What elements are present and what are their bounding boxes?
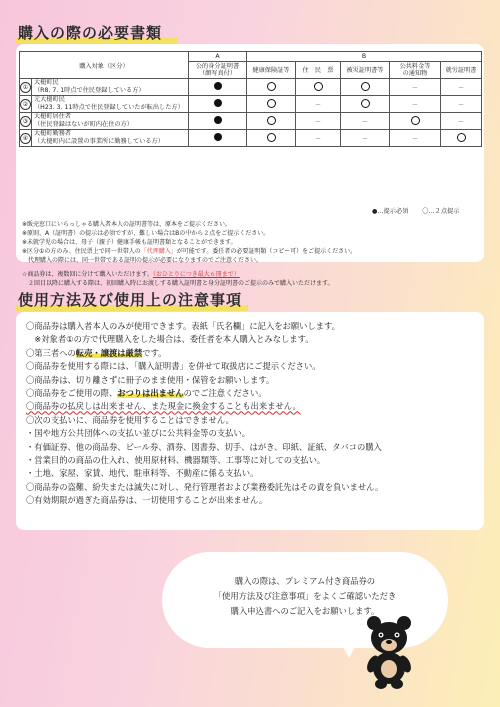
- usage-line-9: ・国や地方公共団体への支払い並びに公共料金等の支払い。: [26, 428, 251, 439]
- bubble-line-3: 購入申込書へのご記入をお願いします。: [230, 606, 380, 616]
- column-header-3: 住 民 票: [296, 62, 341, 79]
- note-a-required: ※原則、A（証明書）の提示は必須ですが、難しい場合はBの中から２点をご提示ください。: [22, 230, 270, 237]
- usage-line-6: [26, 387, 481, 400]
- usage-line-3: [26, 347, 481, 360]
- row-number-text: ①: [20, 82, 31, 93]
- required-documents-heading-text: 購入の際の必要書類: [18, 24, 163, 42]
- bubble-line-1: 購入の際は、プレミアム付き商品券の: [234, 576, 376, 586]
- table-row: [20, 130, 482, 147]
- not-applicable-dash: －: [390, 79, 441, 96]
- required-documents-heading: [18, 22, 162, 43]
- row-label: 元大槌町民 （H23. 3. 11時点で住民登録していたが転出した方）: [32, 96, 189, 113]
- row-number: [20, 79, 32, 96]
- open-circle-icon: [411, 116, 420, 125]
- not-applicable-dash: －: [296, 130, 341, 147]
- two-docs-circle-icon: [341, 79, 390, 96]
- notes: [22, 220, 477, 288]
- note-second-purchase: ２回目以降に購入する際は、初回購入時にお渡しする購入証明書と身分証明書のご提示のみで購入いただけます。: [22, 280, 334, 287]
- two-docs-circle-icon: [247, 113, 296, 130]
- open-circle-icon: [361, 99, 370, 108]
- usage-line-4: 〇商品券を使用する際には、「購入証明書」を併せて取扱店にご提示ください。: [26, 361, 321, 372]
- bubble-line-2: 「使用方法及び注意事項」をよくご確認いただき: [213, 591, 397, 601]
- open-circle-icon: [457, 133, 466, 142]
- open-circle-icon: [267, 82, 276, 91]
- two-docs-circle-icon: [247, 96, 296, 113]
- two-docs-circle-icon: [296, 79, 341, 96]
- no-refund-text: 〇商品券の払戻しは出来ません、また現金に換金することも出来ません。: [26, 401, 301, 412]
- usage-line-3-c: です。: [142, 347, 167, 358]
- table-row: [20, 79, 482, 96]
- two-docs-circle-icon: [441, 130, 482, 147]
- note-multiple: ☆商品券は、複数回に分けて購入いただけます。（おひとりにつき最大６冊まで）: [22, 271, 240, 278]
- two-docs-circle-icon: [247, 79, 296, 96]
- note-original: ※販売窓口にいらっしゃる購入者本人の証明書等は、原本をご提示ください。: [22, 221, 232, 228]
- two-docs-circle-icon: [247, 130, 296, 147]
- required-dot-icon: [189, 113, 247, 130]
- usage-line-13: 〇商品券の盗難、紛失または滅失に対し、発行管理者および業務委託先はその責を負いません。: [26, 481, 384, 492]
- usage-line-6-a: 〇商品券をご使用の際、: [26, 388, 118, 399]
- row-number-text: ②: [20, 99, 31, 110]
- column-header-6: 就労証明書: [441, 62, 482, 79]
- not-applicable-dash: －: [341, 113, 390, 130]
- row-number-text: ④: [20, 133, 31, 144]
- not-applicable-dash: －: [441, 79, 482, 96]
- column-header-4: 被災証明書等: [341, 62, 390, 79]
- column-header-5: 公共料金等 の通知物: [390, 62, 441, 79]
- usage-line-11: ・営業目的の商品の仕入れ、使用原材料、機器類等、工事等に対しての支払い。: [26, 455, 326, 466]
- note-preschool: ※未就学児の場合は、母子（親子）健康手帳も証明書類となることができます。: [22, 239, 237, 246]
- usage-line-2: ※対象者①の方で代理購入をした場合は、委任者を本人購入とみなします。: [26, 334, 314, 345]
- table-row: [20, 96, 482, 113]
- filled-circle-icon: [214, 99, 222, 107]
- usage-line-12: ・土地、家屋、家賃、地代、駐車料等、不動産に係る支払い。: [26, 468, 259, 479]
- open-circle-icon: [267, 133, 276, 142]
- note-proxy: ※区分①の方のみ、住民票上で同一世帯人の「代理購入」が可能です。委任者の必要証明類（コピー可）をご提示ください。: [22, 248, 357, 255]
- usage-line-5: 〇商品券は、切り離さずに冊子のまま使用・保管をお願いします。: [26, 374, 275, 385]
- two-docs-circle-icon: [390, 113, 441, 130]
- usage-line-3-a: 〇第三者への: [26, 347, 76, 358]
- filled-circle-icon: [214, 82, 222, 90]
- row-number-text: ③: [20, 116, 31, 127]
- group-b-header: B: [247, 52, 482, 62]
- two-docs-circle-icon: [341, 96, 390, 113]
- usage-line-7: [26, 400, 481, 413]
- proxy-highlight: 「代理購入」: [140, 248, 177, 255]
- column-header-2: 健康保険証等: [247, 62, 296, 79]
- usage-line-10: ・有価証券、他の商品券、ビール券、酒券、図書券、切手、はがき、印紙、証紙、タバコの購入: [26, 441, 382, 452]
- bear-mascot-icon: [363, 614, 415, 690]
- row-number: [20, 96, 32, 113]
- usage-line-6-c: のでご注意ください。: [183, 388, 267, 399]
- filled-circle-icon: [214, 116, 222, 124]
- required-dot-icon: [189, 96, 247, 113]
- not-applicable-dash: －: [441, 113, 482, 130]
- usage-line-14: 〇有効期限が過ぎた商品券は、一切使用することが出来ません。: [26, 495, 268, 506]
- required-dot-icon: [189, 130, 247, 147]
- filled-circle-icon: [214, 133, 222, 141]
- speech-bubble-tail: [339, 640, 359, 658]
- open-circle-icon: [361, 82, 370, 91]
- bubble-text: [162, 574, 448, 619]
- not-applicable-dash: －: [341, 130, 390, 147]
- usage-list: [26, 320, 481, 508]
- resale-prohibited-highlight: 転売・譲渡は厳禁: [75, 347, 143, 358]
- row-label: 大槌町民 （R8. 7. 1時点で住民登録している方）: [32, 79, 189, 96]
- usage-line-8: 〇次の支払いに、商品券を使用することはできません。: [26, 414, 234, 425]
- not-applicable-dash: －: [441, 96, 482, 113]
- limit-highlight: （おひとりにつき最大６冊まで）: [152, 271, 240, 278]
- usage-line-1: 〇商品券は購入者本人のみが使用できます。表紙「氏名欄」に記入をお願いします。: [26, 321, 340, 331]
- legend: [372, 206, 459, 215]
- column-header-1: 公的身分証明書 （顔写真付）: [189, 62, 247, 79]
- row-number: [20, 130, 32, 147]
- usage-heading: [18, 289, 242, 310]
- not-applicable-dash: －: [390, 130, 441, 147]
- not-applicable-dash: －: [296, 96, 341, 113]
- open-circle-icon: [267, 116, 276, 125]
- legend-circle: 〇…２点提示: [422, 208, 460, 215]
- open-circle-icon: [267, 99, 276, 108]
- group-a-header: A: [189, 52, 247, 62]
- not-applicable-dash: －: [390, 96, 441, 113]
- note-proxy-2: 代理購入の際には、同一世帯である証明の提示が必要になりますのでご注意ください。: [22, 257, 263, 264]
- required-dot-icon: [189, 79, 247, 96]
- usage-heading-text: 使用方法及び使用上の注意事項: [18, 291, 243, 309]
- no-change-highlight: おつりは出ません: [117, 388, 184, 399]
- not-applicable-dash: －: [296, 113, 341, 130]
- row-label: 大槌町勤務者 （大槌町内に設置の事業所に勤務している方）: [32, 130, 189, 147]
- row-label: 大槌町居住者 （住民登録はないが町内在住の方）: [32, 113, 189, 130]
- required-documents-table: [19, 51, 482, 147]
- open-circle-icon: [314, 82, 323, 91]
- table-row: [20, 113, 482, 130]
- row-number: [20, 113, 32, 130]
- required-documents-panel: [16, 44, 484, 287]
- subject-header: 購入対象（区分）: [20, 52, 189, 79]
- usage-panel: [16, 312, 484, 530]
- legend-dot: ●…提示必須: [372, 208, 409, 215]
